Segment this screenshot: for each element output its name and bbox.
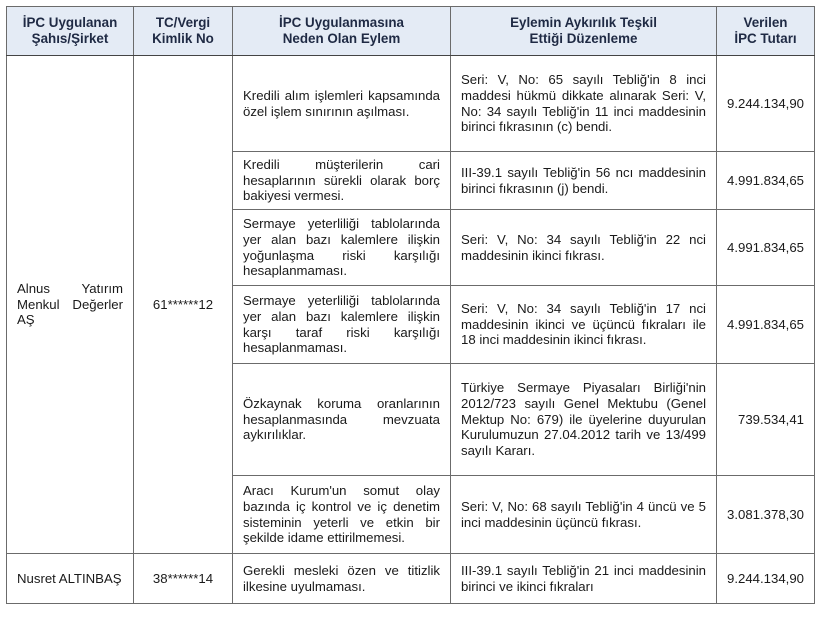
amount-cell: 3.081.378,30	[717, 476, 815, 554]
table-row	[7, 554, 815, 604]
action-cell: Gerekli mesleki özen ve titizlik ilkesine uyulmaması.	[233, 554, 451, 604]
header-action: İPC Uygulanmasına Neden Olan Eylem	[233, 7, 451, 56]
table-row	[7, 56, 815, 152]
amount-cell: 9.244.134,90	[717, 56, 815, 152]
action-cell: Aracı Kurum'un somut olay bazında iç kontrol ve iç denetim sisteminin yeterli ve etkin bir şekilde idame ettirilmemesi.	[233, 476, 451, 554]
header-tax-id: TC/Vergi Kimlik No	[134, 7, 233, 56]
entity-name: Nusret ALTINBAŞ	[7, 554, 134, 604]
header-regulation: Eylemin Aykırılık Teşkil Ettiği Düzenleme	[451, 7, 717, 56]
amount-cell: 739.534,41	[717, 364, 815, 476]
header-entity: İPC Uygulanan Şahıs/Şirket	[7, 7, 134, 56]
entity-id: 61******12	[134, 56, 233, 554]
action-cell: Sermaye yeterliliği tablolarında yer alan bazı kalemlere ilişkin yoğunlaşma riski karşılığı hesaplanmaması.	[233, 210, 451, 286]
amount-cell: 4.991.834,65	[717, 152, 815, 210]
regulation-cell: Seri: V, No: 34 sayılı Tebliğ'in 22 nci maddesinin ikinci fıkrası.	[451, 210, 717, 286]
regulation-cell: Seri: V, No: 34 sayılı Tebliğ'in 17 nci maddesinin ikinci ve üçüncü fıkraları ile 18 inci maddesinin ikinci fıkrası.	[451, 286, 717, 364]
action-cell: Kredili müşterilerin cari hesaplarının sürekli olarak borç bakiyesi vermesi.	[233, 152, 451, 210]
entity-id: 38******14	[134, 554, 233, 604]
regulation-cell: Seri: V, No: 65 sayılı Tebliğ'in 8 inci maddesi hükmü dikkate alınarak Seri: V, No: 34 sayılı Tebliğ'in 11 inci maddesinin birinci fıkrasının (c) bendi.	[451, 56, 717, 152]
action-cell: Kredili alım işlemleri kapsamında özel işlem sınırının aşılması.	[233, 56, 451, 152]
regulation-cell: Türkiye Sermaye Piyasaları Birliği'nin 2012/723 sayılı Genel Mektubu (Genel Mektup No: 679) ile üyelerine duyurulan Kurulumuzun 27.04.2012 tarih ve 13/499 sayılı Kararı.	[451, 364, 717, 476]
table-header-row	[7, 7, 815, 56]
amount-cell: 9.244.134,90	[717, 554, 815, 604]
regulation-cell: III-39.1 sayılı Tebliğ'in 21 inci maddesinin birinci ve ikinci fıkraları	[451, 554, 717, 604]
amount-cell: 4.991.834,65	[717, 210, 815, 286]
header-amount: Verilen İPC Tutarı	[717, 7, 815, 56]
regulation-cell: III-39.1 sayılı Tebliğ'in 56 ncı maddesinin birinci fıkrasının (j) bendi.	[451, 152, 717, 210]
entity-name: Alnus Yatırım Menkul Değerler AŞ	[7, 56, 134, 554]
penalty-table	[6, 6, 815, 604]
action-cell: Özkaynak koruma oranlarının hesaplanmasında mevzuata aykırılıklar.	[233, 364, 451, 476]
regulation-cell: Seri: V, No: 68 sayılı Tebliğ'in 4 üncü ve 5 inci maddesinin üçüncü fıkrası.	[451, 476, 717, 554]
amount-cell: 4.991.834,65	[717, 286, 815, 364]
action-cell: Sermaye yeterliliği tablolarında yer alan bazı kalemlere ilişkin karşı taraf riski karşılığı hesaplanmaması.	[233, 286, 451, 364]
